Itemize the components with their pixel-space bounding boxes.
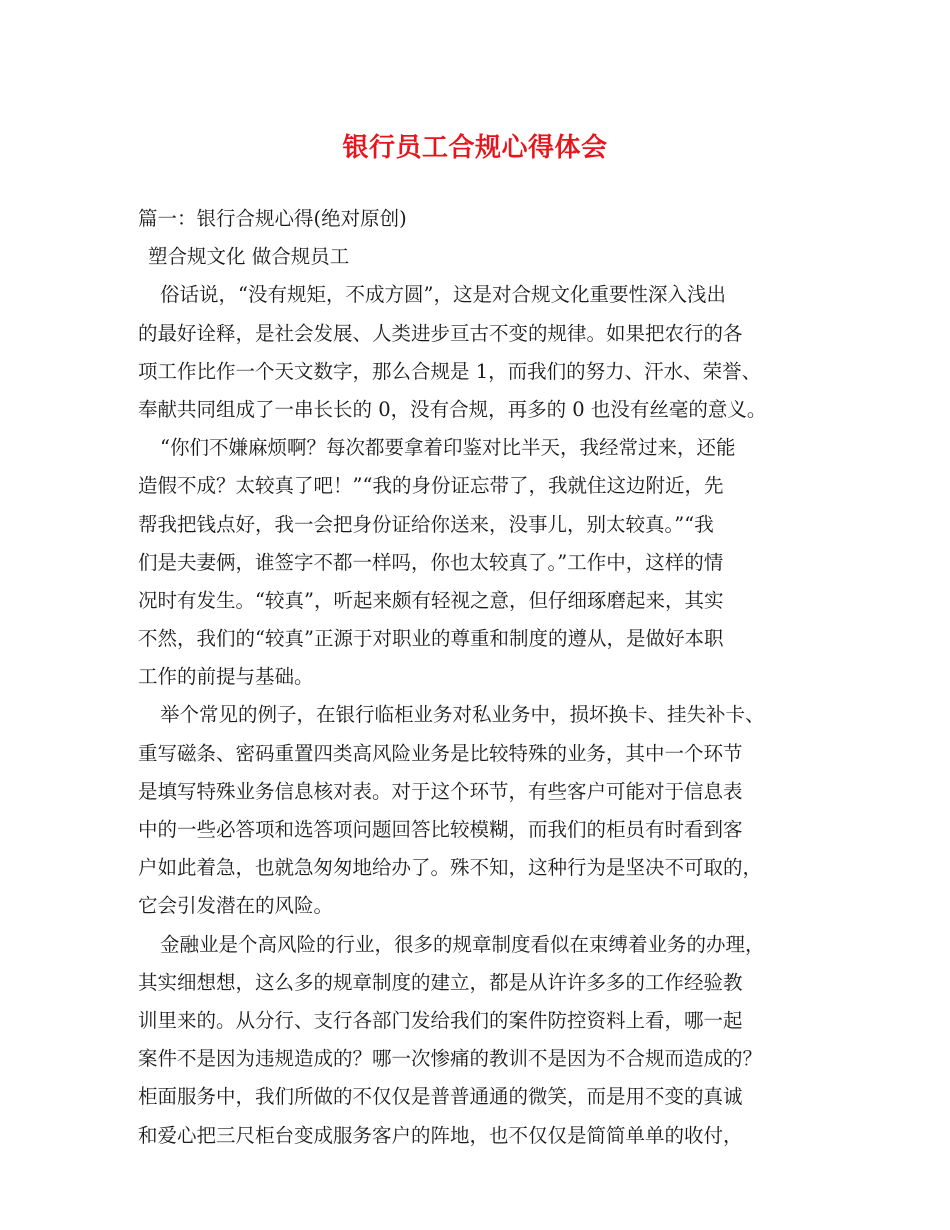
body-line: 项工作比作一个天文数字，那么合规是 1，而我们的努力、汗水、荣誉、: [138, 359, 762, 383]
body-line: “你们不嫌麻烦啊？每次都要拿着印鉴对比半天，我经常过来，还能: [160, 436, 736, 460]
body-line: 篇一：银行合规心得(绝对原创): [138, 207, 407, 230]
body-line: 奉献共同组成了一串长长的 0，没有合规，再多的 0 也没有丝毫的意义。: [138, 397, 767, 421]
body-line: 况时有发生。“较真”，听起来颇有轻视之意，但仔细琢磨起来，其实: [138, 588, 724, 612]
body-line: 帮我把钱点好，我一会把身份证给你送来，没事儿，别太较真。”“我: [138, 512, 714, 536]
body-line: 金融业是个高风险的行业，很多的规章制度看似在束缚着业务的办理，: [160, 932, 765, 956]
body-line: 其实细想想，这么多的规章制度的建立，都是从许许多多的工作经验教: [138, 970, 743, 994]
body-line: 塑合规文化 做合规员工: [148, 245, 350, 269]
document-title: 银行员工合规心得体会: [342, 133, 608, 163]
body-line: 重写磁条、密码重置四类高风险业务是比较特殊的业务，其中一个环节: [138, 741, 743, 765]
body-line: 俗话说，“没有规矩，不成方圆”，这是对合规文化重要性深入浅出: [160, 283, 726, 307]
body-line: 的最好诠释，是社会发展、人类进步亘古不变的规律。如果把农行的各: [138, 321, 743, 345]
body-line: 举个常见的例子，在银行临柜业务对私业务中，损坏换卡、挂失补卡、: [160, 703, 765, 727]
body-line: 柜面服务中，我们所做的不仅仅是普普通通的微笑，而是用不变的真诚: [138, 1085, 743, 1109]
body-line: 们是夫妻俩，谁签字不都一样吗，你也太较真了。”工作中，这样的情: [138, 550, 724, 574]
body-line: 是填写特殊业务信息核对表。对于这个环节，有些客户可能对于信息表: [138, 779, 743, 803]
body-line: 它会引发潜在的风险。: [138, 894, 334, 918]
body-line: 训里来的。从分行、支行各部门发给我们的案件防控资料上看，哪一起: [138, 1008, 743, 1032]
body-line: 案件不是因为违规造成的？哪一次惨痛的教训不是因为不合规而造成的？: [138, 1047, 763, 1071]
body-line: 和爱心把三尺柜台变成服务客户的阵地，也不仅仅是简简单单的收付，: [138, 1123, 743, 1147]
body-line: 中的一些必答项和选答项问题回答比较模糊，而我们的柜员有时看到客: [138, 818, 743, 841]
body-line: 不然，我们的“较真”正源于对职业的尊重和制度的遵从，是做好本职: [138, 627, 724, 651]
document-body: [138, 200, 828, 1155]
body-line: 工作的前提与基础。: [138, 665, 314, 689]
body-line: 户如此着急，也就急匆匆地给办了。殊不知，这种行为是坚决不可取的，: [138, 856, 763, 880]
body-line: 造假不成？太较真了吧！”“我的身份证忘带了，我就住这边附近，先: [138, 474, 724, 498]
